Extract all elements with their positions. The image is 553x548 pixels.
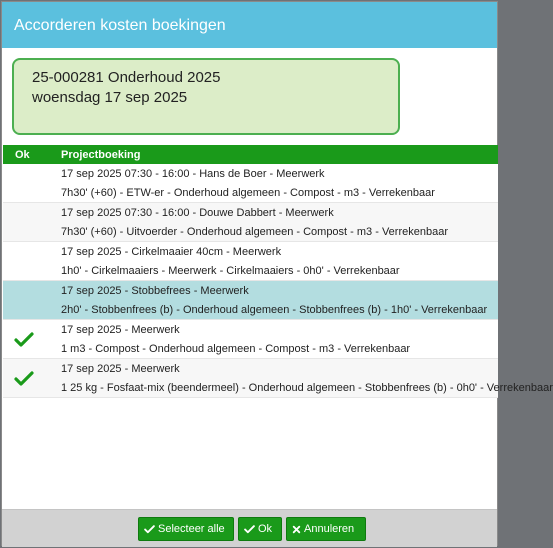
column-header-project[interactable]: Projectboeking — [61, 149, 141, 161]
booking-line1: 17 sep 2025 - Meerwerk — [61, 324, 180, 336]
dialog-footer — [2, 509, 497, 547]
booking-line2: 1 m3 - Compost - Onderhoud algemeen - Compost - m3 - Verrekenbaar — [61, 343, 411, 355]
dialog-title: Accorderen kosten boekingen — [2, 2, 497, 48]
booking-line1: 17 sep 2025 07:30 - 16:00 - Douwe Dabbert - Meerwerk — [61, 207, 334, 219]
check-icon — [144, 525, 155, 534]
column-header-ok[interactable]: Ok — [15, 149, 30, 161]
booking-date: woensdag 17 sep 2025 — [32, 89, 188, 106]
project-name: 25-000281 Onderhoud 2025 — [32, 69, 221, 86]
table-row[interactable] — [3, 320, 498, 359]
booking-line2: 1 25 kg - Fosfaat-mix (beendermeel) - Onderhoud algemeen - Stobbenfrees (b) - 0h0' - Verrekenbaar — [61, 382, 553, 394]
booking-line2: 1h0' - Cirkelmaaiers - Meerwerk - Cirkelmaaiers - 0h0' - Verrekenbaar — [61, 265, 400, 277]
booking-line2: 2h0' - Stobbenfrees (b) - Onderhoud algemeen - Stobbenfrees (b) - 1h0' - Verrekenbaar — [61, 304, 488, 316]
table-header — [3, 145, 498, 164]
booking-line2: 7h30' (+60) - ETW-er - Onderhoud algemeen - Compost - m3 - Verrekenbaar — [61, 187, 435, 199]
close-icon — [292, 525, 301, 534]
table-row-selected[interactable] — [3, 281, 498, 320]
checkmark-icon[interactable] — [14, 332, 34, 348]
ok-label: Ok — [258, 523, 273, 535]
ok-button[interactable] — [238, 517, 282, 541]
booking-line1: 17 sep 2025 - Cirkelmaaier 40cm - Meerwerk — [61, 246, 282, 258]
check-icon — [244, 525, 255, 534]
bookings-table — [3, 145, 553, 398]
select-all-button[interactable] — [138, 517, 234, 541]
table-row[interactable] — [3, 359, 553, 398]
booking-line2: 7h30' (+60) - Uitvoerder - Onderhoud algemeen - Compost - m3 - Verrekenbaar — [61, 226, 448, 238]
table-row[interactable] — [3, 164, 498, 203]
checkmark-icon[interactable] — [14, 371, 34, 387]
table-row[interactable] — [3, 203, 498, 242]
booking-line1: 17 sep 2025 - Stobbefrees - Meerwerk — [61, 285, 249, 297]
cancel-button[interactable] — [286, 517, 366, 541]
cancel-label: Annuleren — [304, 523, 355, 535]
dialog — [1, 1, 553, 546]
table-row[interactable] — [3, 242, 498, 281]
booking-line1: 17 sep 2025 07:30 - 16:00 - Hans de Boer - Meerwerk — [61, 168, 325, 180]
select-all-label: Selecteer alle — [158, 523, 225, 535]
project-summary-box — [12, 58, 400, 135]
booking-line1: 17 sep 2025 - Meerwerk — [61, 363, 180, 375]
